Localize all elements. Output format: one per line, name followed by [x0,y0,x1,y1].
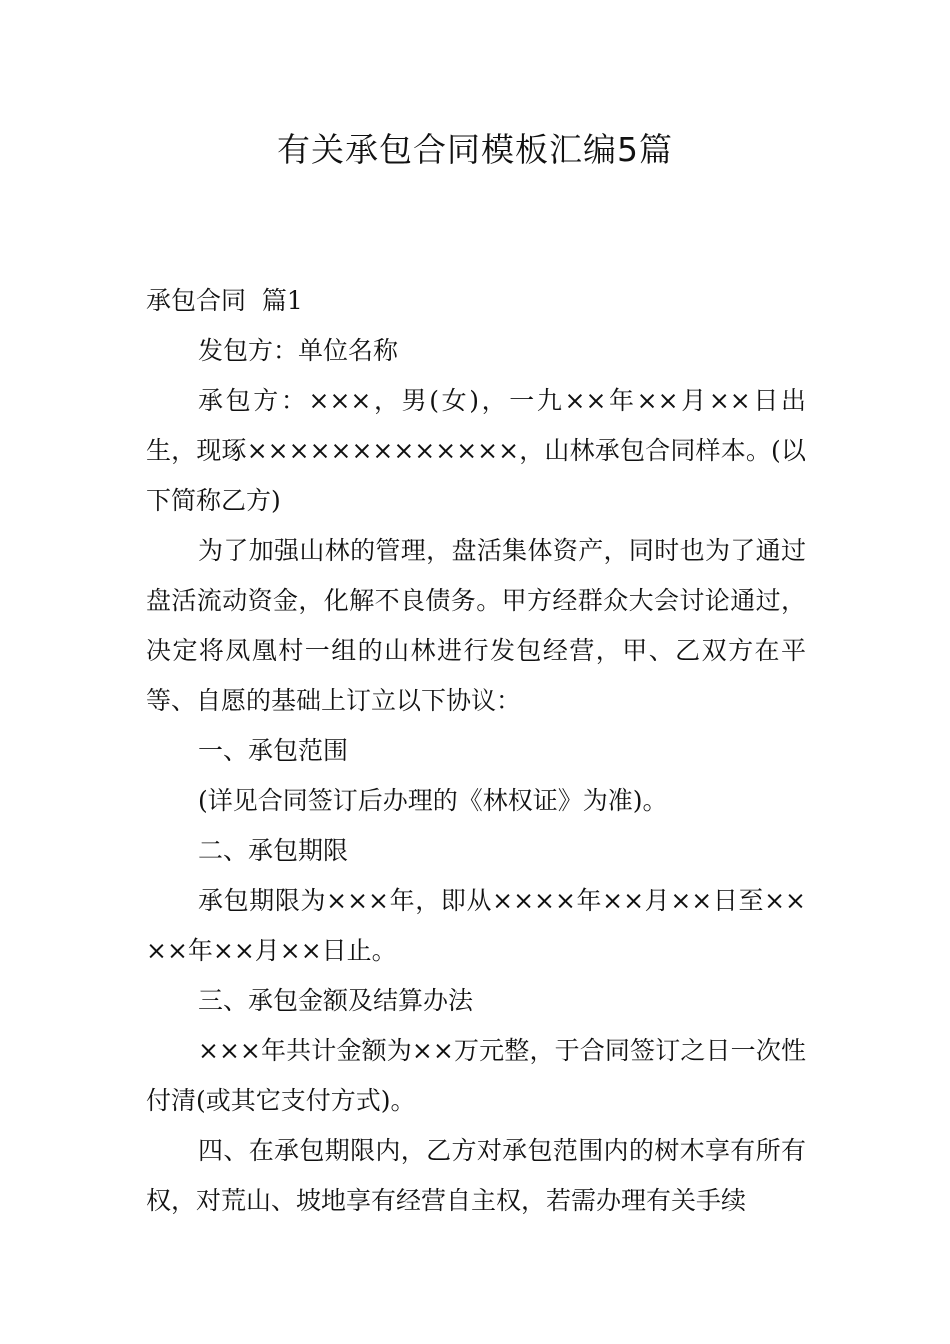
paragraph-contractor-issuer: 发包方：单位名称 [198,336,399,365]
document-body [146,276,806,1226]
paragraph-rights: 四、在承包期限内，乙方对承包范围内的树木享有所有权，对荒山、坡地享有经营自主权，若需办理有关手续 [146,1136,806,1215]
paragraph-scope: (详见合同签订后办理的《林权证》为准)。 [198,786,668,815]
clause-heading-term: 二、承包期限 [198,836,349,865]
section-heading: 承包合同 篇1 [146,286,303,315]
paragraph-payment: ×××年共计金额为××万元整，于合同签订之日一次性付清(或其它支付方式)。 [146,1036,806,1115]
paragraph-purpose: 为了加强山林的管理，盘活集体资产，同时也为了通过盘活流动资金，化解不良债务。甲方经群众大会讨论通过，决定将凤凰村一组的山林进行发包经营，甲、乙双方在平等、自愿的基础上订立以下协议： [146,536,806,715]
paragraph-contractor: 承包方：×××，男(女)，一九××年××月××日出生，现琢×××××××××××××，山林承包合同样本。(以下简称乙方) [146,386,806,515]
document-title: 有关承包合同模板汇编5篇 [277,130,673,169]
paragraph-term: 承包期限为×××年，即从××××年××月××日至××××年××月××日止。 [146,886,806,965]
clause-heading-payment: 三、承包金额及结算办法 [198,986,474,1015]
clause-heading-scope: 一、承包范围 [198,736,349,765]
